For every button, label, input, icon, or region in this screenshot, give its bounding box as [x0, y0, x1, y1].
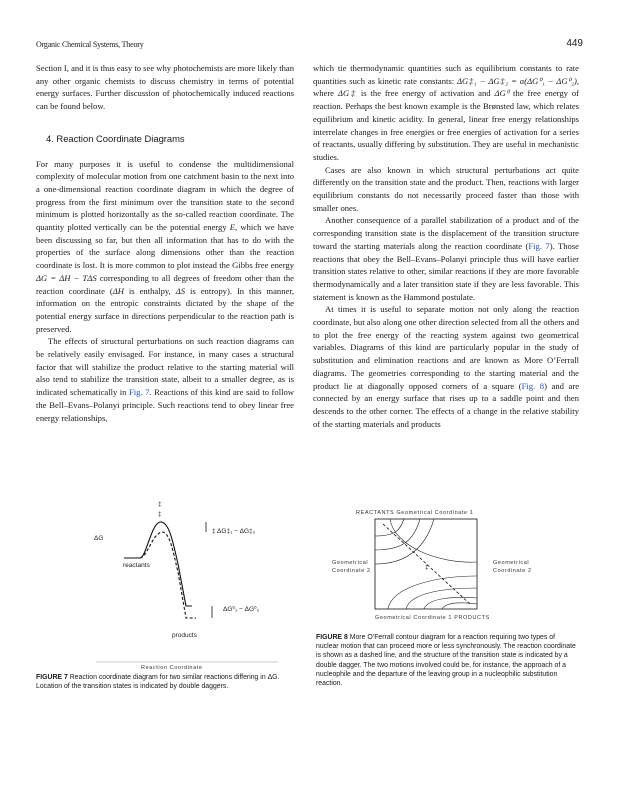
bottom-label: Geometrical Coordinate 1 PRODUCTS [375, 615, 490, 621]
figure-7-diagram [36, 494, 298, 671]
ts-difference-label: ‡ ΔG‡₁ − ΔG‡₂ [212, 528, 256, 535]
right-axis-label: Geometrical [493, 560, 530, 566]
x-axis-label: Reaction Coordinate [141, 665, 203, 671]
paragraph: Another consequence of a parallel stabilization of a product and of the corresponding transition state is the displacement of the transition structure toward the starting materials along the reaction coordinate (Fig. 7). Those reactions that obey the Bell–Evans–Polanyi principle thus will have earlier transition states relative to other, similar reactions if they are more favorable thermodynamically and a later transition state if they are less favorable. This statement is known as the Hammond postulate. [313, 215, 579, 302]
top-label: REACTANTS Geometrical Coordinate 1 [356, 510, 474, 516]
paragraph: The effects of structural perturbations on such reaction diagrams can be relatively easily envisaged. For instance, in many cases a structural factor that will stabilize the product relative to the starting material will also tend to stabilize the transition state, albeit to a smaller degree, as is indicated schematically in Fig. 7. Reactions of this kind are said to follow the Bell–Evans–Polanyi principle. Such reactions tend to obey linear free energy relationships, [36, 336, 294, 423]
left-axis-label: Coordinate 2 [332, 568, 371, 574]
figure-8-diagram [328, 506, 578, 626]
y-axis-label: ΔG [94, 535, 104, 542]
right-axis-label: Coordinate 2 [493, 568, 532, 574]
paragraph: At times it is useful to separate motion not only along the reaction coordinate, but also along one other direction selected from all the others and to plot the free energy of the reacting system against two geometrical variables. Diagrams of this kind are particularly popular in the study of substitution and elimination reactions and are known as More O’Ferrall diagrams. The geometries corresponding to the starting material and the product lie at diagonally opposed corners of a square (Fig. 8) and are connected by an energy surface that rises up to a saddle point and then descends to the other corner. The effects of a change in the relative stability of the starting materials and products [313, 304, 580, 429]
figure-8-caption: FIGURE 8 More O’Ferrall contour diagram for a reaction requiring two types of nuclear motion that can proceed more or less synchronously. The reaction coordinate is shown as a dashed line, and the structure of the transition state is indicated by a double dagger. The two motions involved could be, for instance, the approach of a nucleophile and the departure of the leaving group in a nucleophilic substitution reaction. [316, 634, 576, 688]
left-column [36, 62, 294, 424]
paragraph: which tie thermodynamic quantities such as equilibrium constants to rate quantities such as kinetic rate constants: ΔG‡₁ − ΔG‡₂ = α(ΔG⁰₁ − ΔG⁰₂), where ΔG‡ is the free energy of activation and ΔG⁰ the free energy of reaction. Perhaps the best known example is the Brønsted law, which relates equilibrium and kinetic acidity. In general, linear free energy relationships interrelate changes in free energies or free energies of activation for a series of reactants, usually differing by substitution. They are useful in mechanistic studies. [313, 63, 579, 162]
figure-link[interactable]: Fig. 8 [521, 380, 545, 391]
running-title: Organic Chemical Systems, Theory [36, 40, 144, 49]
section-heading: 4. Reaction Coordinate Diagrams [46, 132, 185, 144]
figure-link[interactable]: Fig. 7 [129, 387, 150, 398]
paragraph: Cases are also known in which structural perturbations act quite differently on the transition state and the product. Then, reactions with larger equilibrium constants do not necessarily proceed faster than those with smaller ones. [313, 164, 579, 213]
figure-7-caption: FIGURE 7 Reaction coordinate diagram for two similar reactions differing in ΔG. Location of the transition states is indicated by double daggers. [36, 674, 280, 691]
reactants-label: reactants [123, 562, 150, 569]
energy-curve-2 [140, 532, 196, 618]
paragraph: Section I, and it is thus easy to see why photochemists are more likely than any other organic chemists to discuss chemistry in terms of potential energy surfaces. Further discussion of photochemically induced reactions can be found below. [36, 63, 294, 112]
products-label: products [172, 632, 197, 639]
left-axis-label: Geometrical [332, 560, 369, 566]
page-number: 449 [566, 38, 583, 49]
dagger-icon: ‡ [425, 564, 429, 571]
right-column [313, 62, 579, 430]
paragraph: For many purposes it is useful to condense the multidimensional complexity of molecular motion from one catchment basin to the next into a one-dimensional reaction coordinate diagram in which the degree of progress from the first minimum over the transition state to the second minimum is plotted horizontally as the so-called reaction coordinate. The quantity plotted vertically can be the potential energy E, which we have been discussing so far, but then all information that has to do with the properties of the surface along dimensions other than the reaction coordinate is lost. It is more common to plot instead the Gibbs free energy ΔG = ΔH − TΔS corresponding to all degrees of freedom other than the reaction coordinate (ΔH is enthalpy, ΔS is entropy). In this manner, information on the entropic constraints dictated by the shape of the potential energy surface in directions perpendicular to the reaction path is preserved. [36, 158, 295, 334]
dagger-icon: ‡ [158, 511, 162, 518]
figure-link[interactable]: Fig. 7 [528, 240, 550, 251]
dagger-icon: ‡ [158, 501, 162, 508]
product-difference-label: ΔG⁰₁ − ΔG⁰₂ [223, 606, 260, 613]
